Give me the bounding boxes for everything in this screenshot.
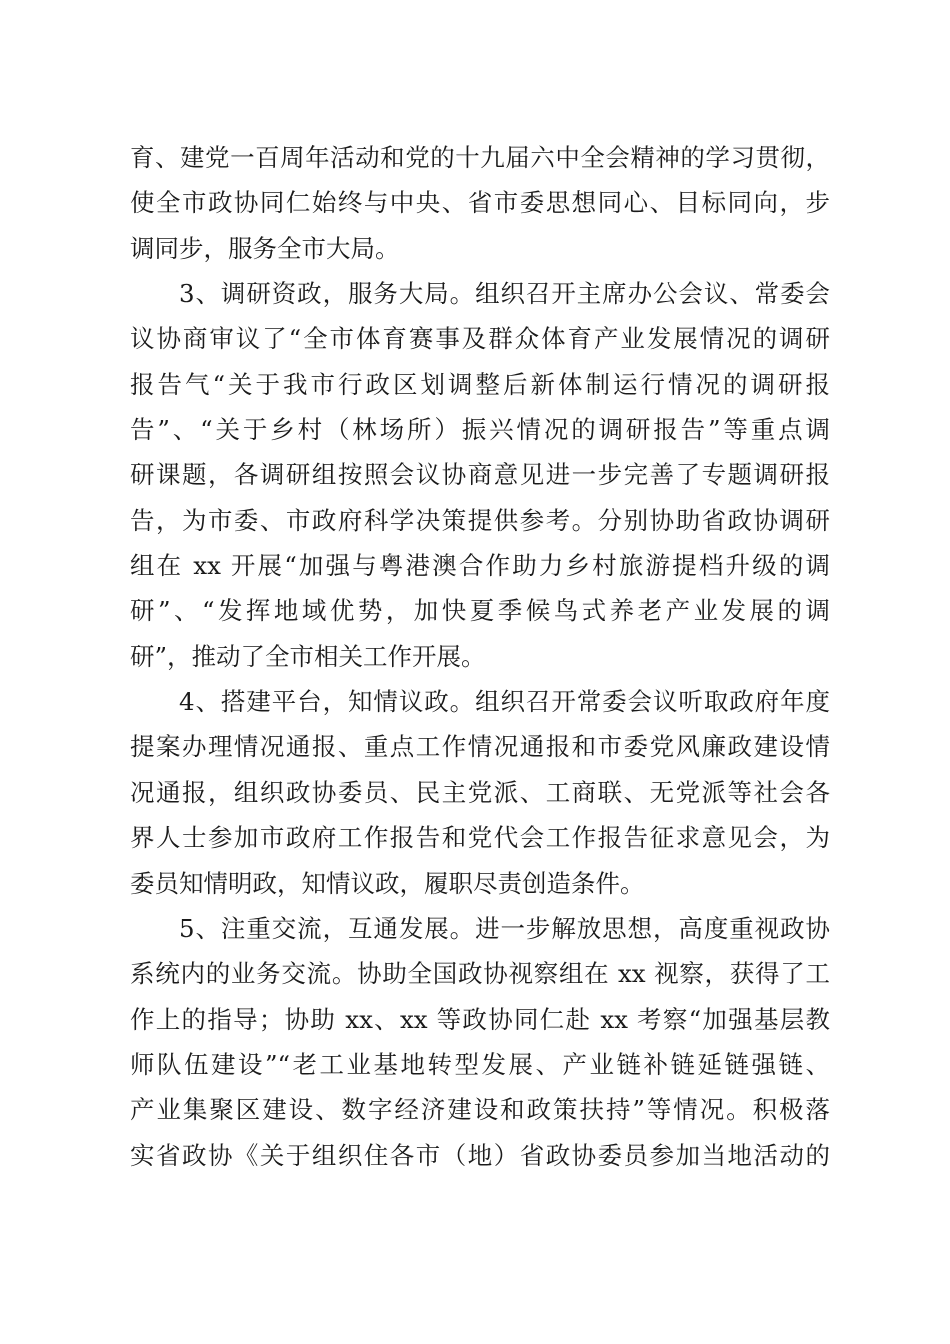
text-line: 育、建党一百周年活动和党的十九届六中全会精神的学习贯彻， bbox=[130, 143, 830, 172]
text-line: 报告气“关于我市行政区划调整后新体制运行情况的调研报 bbox=[130, 369, 830, 399]
text-line: 调同步，服务全市大局。 bbox=[130, 233, 400, 263]
text-line: 实省政协《关于组织住各市（地）省政协委员参加当地活动的 bbox=[130, 1140, 830, 1170]
text-line: 况通报，组织政协委员、民主党派、工商联、无党派等社会各 bbox=[130, 777, 830, 807]
text-line: 提案办理情况通报、重点工作情况通报和市委党风廉政建设情 bbox=[130, 732, 830, 762]
text-line: 系统内的业务交流。协助全国政协视察组在 xx 视察，获得了工 bbox=[130, 959, 830, 989]
text-line: 委员知情明政，知情议政，履职尽责创造条件。 bbox=[130, 868, 645, 898]
paragraph-5-first-line: 5、注重交流，互通发展。进一步解放思想，高度重视政协 bbox=[179, 913, 830, 943]
text-line: 研课题，各调研组按照会议协商意见进一步完善了专题调研报 bbox=[130, 460, 830, 490]
text-line: 研”，推动了全市相关工作开展。 bbox=[130, 641, 486, 671]
text-line: 师队伍建设”“老工业基地转型发展、产业链补链延链强链、 bbox=[130, 1049, 830, 1079]
text-line: 作上的指导；协助 xx、xx 等政协同仁赴 xx 考察“加强基层教 bbox=[130, 1004, 830, 1034]
text-line: 界人士参加市政府工作报告和党代会工作报告征求意见会，为 bbox=[130, 823, 830, 853]
text-line: 告，为市委、市政府科学决策提供参考。分别协助省政协调研 bbox=[130, 505, 830, 535]
text-line: 研”、“发挥地域优势，加快夏季候鸟式养老产业发展的调 bbox=[130, 596, 830, 626]
paragraph-4-first-line: 4、搭建平台，知情议政。组织召开常委会议听取政府年度 bbox=[179, 687, 830, 717]
paragraph-3-first-line: 3、调研资政，服务大局。组织召开主席办公会议、常委会 bbox=[179, 279, 830, 309]
text-line: 使全市政协同仁始终与中央、省市委思想同心、目标同向，步 bbox=[130, 188, 830, 218]
body-text bbox=[130, 135, 830, 1178]
text-line: 议协商审议了“全市体育赛事及群众体育产业发展情况的调研 bbox=[130, 324, 830, 354]
text-line: 产业集聚区建设、数字经济建设和政策扶持”等情况。积极落 bbox=[130, 1095, 830, 1125]
text-line: 组在 xx 开展“加强与粤港澳合作助力乡村旅游提档升级的调 bbox=[130, 551, 830, 581]
text-line: 告”、“关于乡村（林场所）振兴情况的调研报告”等重点调 bbox=[130, 415, 830, 445]
